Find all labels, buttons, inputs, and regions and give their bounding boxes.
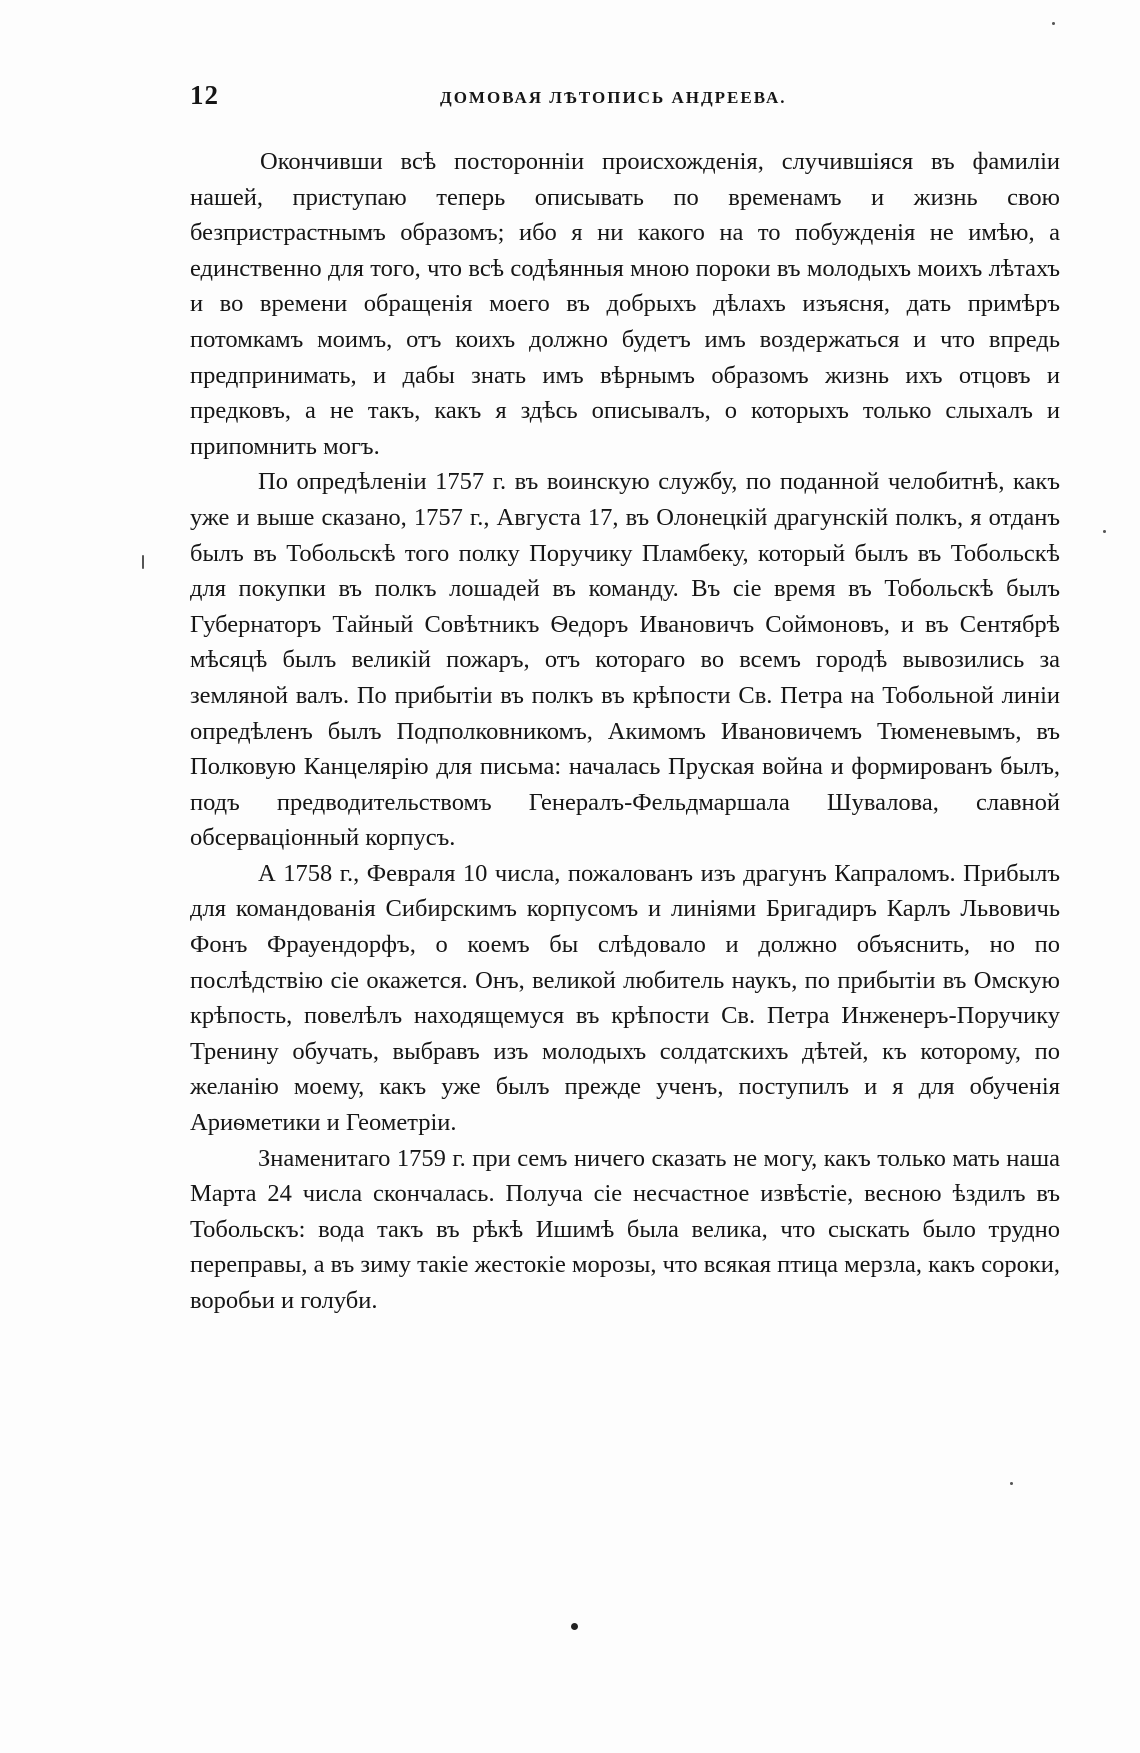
paragraph-4: Знаменитаго 1759 г. при семъ ничего сказать не могу, какъ только мать наша Марта 24 числа скончалась. Получа сіе несчастное извѣстіе, весною ѣздилъ въ Тобольскъ: вода такъ въ рѣкѣ Ишимѣ была велика, что сыскать было трудно переправы, а въ зиму такіе жестокіе морозы, что всякая птица мерзла, какъ сороки, воробьи и голуби. xyxy=(190,1144,1060,1314)
ink-dot xyxy=(571,1623,578,1630)
ink-speck xyxy=(1052,22,1055,25)
paragraph-3: А 1758 г., Февраля 10 числа, пожалованъ изъ драгунъ Капраломъ. Прибылъ для командованія Сибирскимъ корпусомъ и линіями Бригадиръ Карлъ Львовичь Фонъ Фрауендорфъ, о коемъ бы слѣдовало и должно объяснить, но по послѣдствію сіе окажется. Онъ, великой любитель наукъ, по прибытіи въ Омскую крѣпость, повелѣлъ находящемуся въ крѣпости Св. Петра Инженеръ-Поручику Тренину обучать, выбравъ изъ молодыхъ солдатскихъ дѣтей, къ которому, по желанію моему, какъ уже былъ прежде ученъ, поступилъ и я для обученія Ариѳметики и Геометріи. xyxy=(190,859,1060,1137)
page-header xyxy=(190,80,1060,120)
ink-speck xyxy=(1010,1482,1013,1485)
running-title: ДОМОВАЯ ЛѢТОПИСЬ АНДРЕЕВА. xyxy=(440,88,787,107)
ink-speck xyxy=(1103,530,1106,533)
page-number: 12 xyxy=(190,80,219,110)
body-text xyxy=(190,144,1060,1319)
ink-speck xyxy=(142,555,144,569)
paragraph-1: Окончивши всѣ посторонніи происхожденія, случившіяся въ фамиліи нашей, приступаю теперь описывать по временамъ и жизнь свою безпристрастнымъ образомъ; ибо я ни какого на то побужденія не имѣю, а единственно для того, что всѣ содѣянныя мною пороки въ молодыхъ моихъ лѣтахъ и во времени обращенія моего въ добрыхъ дѣлахъ изъясня, дать примѣръ потомкамъ моимъ, отъ коихъ должно будетъ имъ воздержаться и что впредь предпринимать, и дабы знать имъ вѣрнымъ образомъ жизнь ихъ отцовъ и предковъ, а не такъ, какъ я здѣсь описывалъ, о которыхъ только слыхалъ и припомнить могъ. xyxy=(190,148,1060,460)
paragraph-2: По опредѣленіи 1757 г. въ воинскую службу, по поданной челобитнѣ, какъ уже и выше сказано, 1757 г., Августа 17, въ Олонецкій драгунскій полкъ, я отданъ былъ въ Тобольскѣ того полку Поручику Пламбеку, который былъ въ Тобольскѣ для покупки въ полкъ лошадей въ команду. Въ сіе время въ Тобольскѣ былъ Губернаторъ Тайный Совѣтникъ Ѳедоръ Ивановичъ Соймоновъ, и въ Сентябрѣ мѣсяцѣ былъ великій пожаръ, отъ котораго во всемъ городѣ вывозились за земляной валъ. По прибытіи въ полкъ въ крѣпости Св. Петра на Тобольной линіи опредѣленъ былъ Подполковникомъ, Акимомъ Ивановичемъ Тюменевымъ, въ Полковую Канцелярію для письма: началась Пруская война и формированъ былъ, подъ предводительствомъ Генералъ-Фельдмаршала Шувалова, славной обсерваціонный корпусъ. xyxy=(190,468,1060,852)
